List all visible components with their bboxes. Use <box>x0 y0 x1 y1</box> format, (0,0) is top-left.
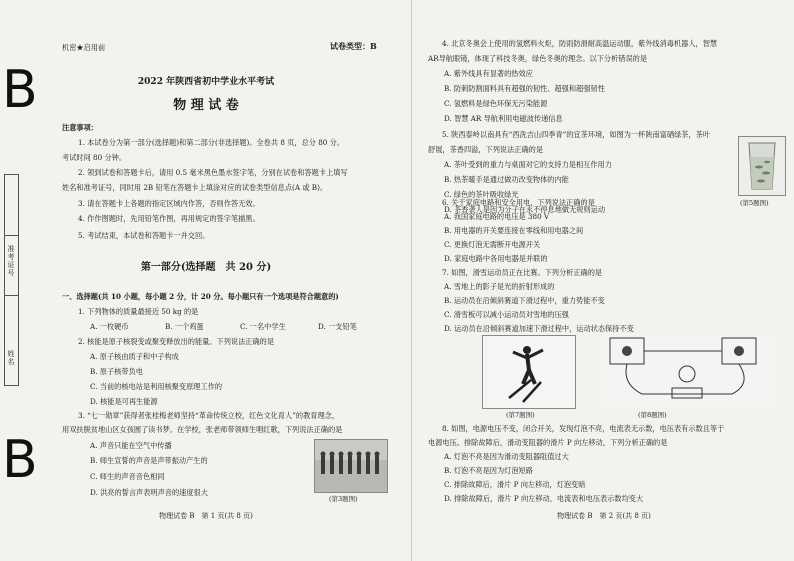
question-8-line-2: 电源电压。排除故障后，滑动变阻器的滑片 P 向左移动，下列分析正确的是 <box>428 438 668 447</box>
paper-type-letter-top: B <box>2 60 38 120</box>
q3-option-b: B. 师生宣誓的声音是声带振动产生的 <box>90 456 208 465</box>
q8-option-a: A. 灯泡不亮是因为滑动变阻器阻值过大 <box>444 452 569 461</box>
q4-option-a: A. 紫外线具有显著的热效应 <box>444 69 533 78</box>
q2-option-d: D. 核能是可再生能源 <box>90 397 158 406</box>
question-3-line-2: 用双扶脱贫地山区女孩圆了读书梦。在学校，张老师带领师生唱红歌，下列说法正确的是 <box>62 425 343 434</box>
q5-option-c: C. 绿色的茶叶吸收绿光 <box>444 190 519 199</box>
page-right <box>414 0 794 561</box>
candidate-info-box <box>4 174 19 386</box>
question-1: 1. 下列物体的质量最接近 50 kg 的是 <box>78 307 199 316</box>
subject-title: 物 理 试 卷 <box>173 98 239 113</box>
q8-option-c: C. 排除故障后，滑片 P 向左移动，灯泡变暗 <box>444 480 586 489</box>
note-line: 3. 请在答题卡上各题的指定区域内作答，否则作答无效。 <box>78 199 260 208</box>
q2-option-b: B. 原子核带负电 <box>90 367 143 376</box>
q2-option-a: A. 原子核由质子和中子构成 <box>90 352 179 361</box>
q6-option-b: B. 用电器的开关要连接在零线和用电器之间 <box>444 226 584 235</box>
note-line: 考试时间 80 分钟。 <box>62 153 127 162</box>
question-5-line-2: 舒展，茶香四溢，下列说法正确的是 <box>428 145 544 154</box>
circuit-diagram <box>602 334 774 408</box>
q7-figure-caption: (第7题图) <box>506 411 535 419</box>
q5-option-a: A. 茶叶受到的重力与桌面对它的支持力是相互作用力 <box>444 160 612 169</box>
name-label: 姓名 <box>7 350 15 366</box>
q4-option-c: C. 氢燃料是绿色环保无污染能源 <box>444 99 548 108</box>
q1-option-a: A. 一枚硬币 <box>90 322 129 331</box>
q2-option-c: C. 当前的核电站是利用核聚变原理工作的 <box>90 382 223 391</box>
q6-option-c: C. 更换灯泡无需断开电源开关 <box>444 240 541 249</box>
question-5-line-1: 5. 陕西泰岭以南具有“西洗吉山四季青”的宜茶环境，如图为一杯陕南富硒绿茶，茶叶 <box>442 130 711 139</box>
q4-option-d: D. 智慧 AR 导航利用电磁波传递信息 <box>444 114 563 123</box>
paper-type: 试卷类型：B <box>330 41 377 51</box>
skier-photo <box>482 335 576 409</box>
q3-option-a: A. 声音只能在空气中传播 <box>90 441 172 450</box>
question-2: 2. 核能是原子核裂变或聚变释放出的能量。下列说法正确的是 <box>78 337 275 346</box>
page-footer: 物理试卷 B 第 1 页(共 8 页) <box>159 512 253 520</box>
q5-figure-caption: (第5题图) <box>740 199 769 207</box>
q3-photo <box>314 439 388 493</box>
note-line: 1. 本试卷分为第一部分(选择题)和第二部分(非选择题)。全卷共 8 页，总分 80 分。 <box>78 138 345 147</box>
q4-option-b: B. 防刺防割面料具有超强的韧性、超强和超强韧性 <box>444 84 605 93</box>
part1-title: 第一部分(选择题 共 20 分) <box>140 262 272 273</box>
q8-option-d: D. 排除故障后，滑片 P 向左移动，电流表和电压表示数均变大 <box>444 494 644 503</box>
question-6: 6. 关于家庭电路和安全用电，下列说法正确的是 <box>442 198 595 207</box>
exam-number-label: 准考证号 <box>7 245 15 277</box>
page-divider <box>411 0 412 561</box>
question-4-line-1: 4. 北京冬奥会上使用的氢燃料火炬，防雨防滑耐高温运动服，紫外线消毒机器人，智慧 <box>442 39 718 48</box>
note-line: 2. 领到试卷和答题卡后，请用 0.5 毫米黑色墨水签字笔，分别在试卷和答题卡上填写 <box>78 168 348 177</box>
q6-option-d: D. 家庭电路中各用电器是并联的 <box>444 254 548 263</box>
q7-option-d: D. 运动员在沿倾斜赛道加速下滑过程中，运动状态保持不变 <box>444 324 634 333</box>
q1-option-d: D. 一支铅笔 <box>318 322 357 331</box>
q6-option-a: A. 我国家庭电路的电压是 380 V <box>444 212 550 221</box>
section-intro: 一、选择题(共 10 小题，每小题 2 分，计 20 分。每小题只有一个选项是符合题意的) <box>62 292 339 301</box>
page-footer: 物理试卷 B 第 2 页(共 8 页) <box>557 512 651 520</box>
q7-option-a: A. 雪地上的影子是光的折射形成的 <box>444 282 555 291</box>
q8-figure-caption: (第8题图) <box>638 411 667 419</box>
q7-option-b: B. 运动员在沿倾斜赛道下滑过程中，重力势能不变 <box>444 296 605 305</box>
notes-heading: 注意事项： <box>62 123 98 132</box>
question-3-line-1: 3. “七一勋章”获得者张桂梅老师坚持“革命传统立校，红色文化育人”的教育理念， <box>78 411 340 420</box>
question-7: 7. 如图，滑雪运动员正在比赛。下列分析正确的是 <box>442 268 603 277</box>
confidential-mark: 机密★启用前 <box>62 43 106 52</box>
q3-figure-caption: (第3题图) <box>329 495 358 503</box>
exam-title: 2022 年陕西省初中学业水平考试 <box>137 77 275 87</box>
q3-option-c: C. 师生的声音音色相同 <box>90 472 165 481</box>
question-4-line-2: AR导航眼镜，体现了科技冬奥，绿色冬奥的理念。以下分析错误的是 <box>428 54 648 63</box>
q1-option-b: B. 一个鸡蛋 <box>165 322 204 331</box>
question-8-line-1: 8. 如图，电源电压不变，闭合开关，发现灯泡不亮，电流表无示数，电压表有示数且等于 <box>442 424 725 433</box>
q7-option-c: C. 滑雪板可以减小运动员对雪地的压强 <box>444 310 569 319</box>
q8-option-b: B. 灯泡不亮是因为灯泡短路 <box>444 466 533 475</box>
q5-option-d: D. 茶香袭人是因为分子在永不停息地做无规则运动 <box>444 205 606 214</box>
q3-option-d: D. 洪亮的誓言声表明声音的速度很大 <box>90 488 208 497</box>
note-line: 姓名和准考证号，同时用 2B 铅笔在答题卡上填涂对应的试卷类型信息点(A 或 B)。 <box>62 183 328 192</box>
note-line: 5. 考试结束，本试卷和答题卡一并交回。 <box>78 231 210 240</box>
q5-option-b: B. 热茶暖手是通过做功改变物体的内能 <box>444 175 569 184</box>
tea-glass-photo <box>738 136 786 196</box>
paper-type-letter-bottom: B <box>2 430 38 490</box>
note-line: 4. 作作图题时，先用铅笔作图，再用规定的签字笔描黑。 <box>78 214 260 223</box>
q1-option-c: C. 一名中学生 <box>240 322 286 331</box>
